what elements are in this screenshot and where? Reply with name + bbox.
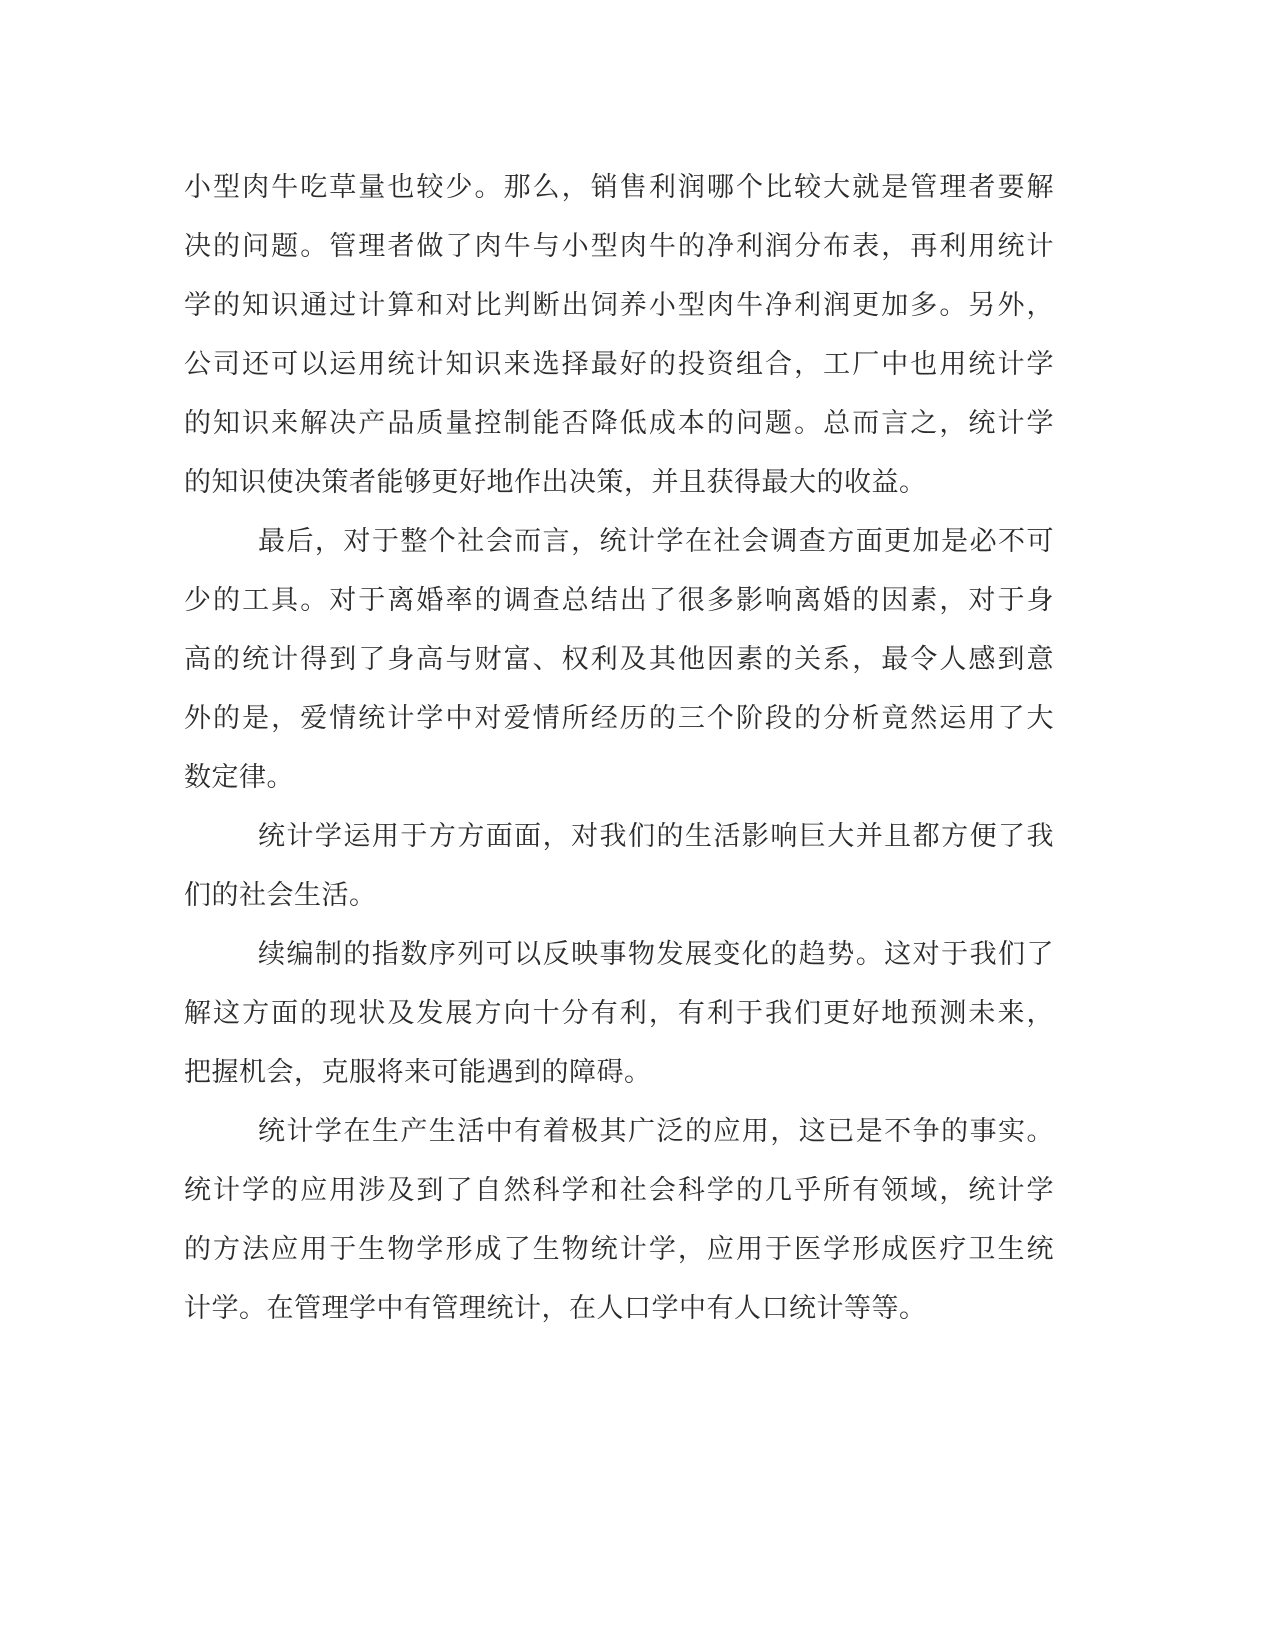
text-line: 小型肉牛吃草量也较少。那么，销售利润哪个比较大就是管理者要解 bbox=[184, 172, 1054, 203]
text-line: 续编制的指数序列可以反映事物发展变化的趋势。这对于我们了 bbox=[258, 939, 1054, 970]
text-line: 们的社会生活。 bbox=[184, 880, 377, 911]
text-line: 统计学在生产生活中有着极其广泛的应用，这已是不争的事实。 bbox=[258, 1116, 1054, 1147]
text-line: 外的是，爱情统计学中对爱情所经历的三个阶段的分析竟然运用了大 bbox=[184, 703, 1054, 734]
text-line: 公司还可以运用统计知识来选择最好的投资组合，工厂中也用统计学 bbox=[184, 349, 1054, 380]
text-line: 数定律。 bbox=[184, 762, 294, 793]
text-line: 的方法应用于生物学形成了生物统计学，应用于医学形成医疗卫生统 bbox=[184, 1234, 1054, 1265]
text-line: 计学。在管理学中有管理统计，在人口学中有人口统计等等。 bbox=[184, 1293, 927, 1324]
text-line: 少的工具。对于离婚率的调查总结出了很多影响离婚的因素，对于身 bbox=[184, 585, 1054, 616]
text-line: 最后，对于整个社会而言，统计学在社会调查方面更加是必不可 bbox=[258, 526, 1054, 557]
text-line: 的知识来解决产品质量控制能否降低成本的问题。总而言之，统计学 bbox=[184, 408, 1054, 439]
text-line: 统计学的应用涉及到了自然科学和社会科学的几乎所有领域，统计学 bbox=[184, 1175, 1054, 1206]
text-line: 学的知识通过计算和对比判断出饲养小型肉牛净利润更加多。另外， bbox=[184, 290, 1054, 321]
paragraph-applications bbox=[184, 1102, 1054, 1338]
text-line: 把握机会，克服将来可能遇到的障碍。 bbox=[184, 1057, 652, 1088]
text-line: 高的统计得到了身高与财富、权利及其他因素的关系，最令人感到意 bbox=[184, 644, 1054, 675]
text-line: 解这方面的现状及发展方向十分有利，有利于我们更好地预测未来， bbox=[184, 998, 1054, 1029]
paragraph-society bbox=[184, 512, 1054, 807]
paragraph-index-series bbox=[184, 925, 1054, 1102]
text-line: 的知识使决策者能够更好地作出决策，并且获得最大的收益。 bbox=[184, 467, 927, 498]
paragraph-everyday-life bbox=[184, 807, 1054, 925]
text-line: 决的问题。管理者做了肉牛与小型肉牛的净利润分布表，再利用统计 bbox=[184, 231, 1054, 262]
paragraph-decision-making bbox=[184, 158, 1054, 512]
body-text bbox=[184, 158, 1054, 1338]
text-line: 统计学运用于方方面面，对我们的生活影响巨大并且都方便了我 bbox=[258, 821, 1054, 852]
